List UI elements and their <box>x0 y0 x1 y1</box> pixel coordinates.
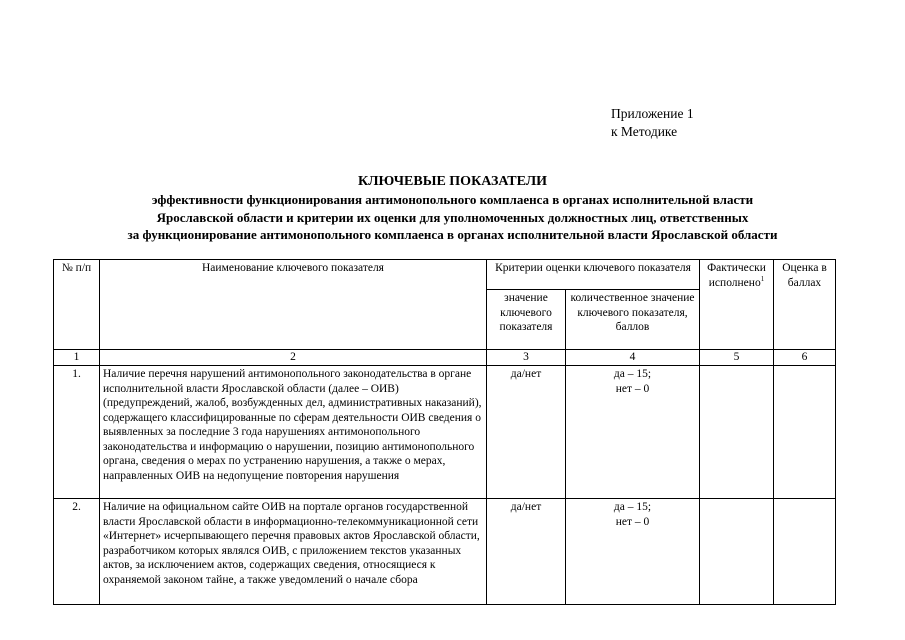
title-main: КЛЮЧЕВЫЕ ПОКАЗАТЕЛИ <box>357 174 548 189</box>
header-score: Оценка в баллах <box>774 260 836 350</box>
actual-cell <box>700 499 774 605</box>
row-number: 2. <box>54 499 100 605</box>
indicator-value: да/нет <box>487 366 566 499</box>
column-number: 4 <box>566 350 700 366</box>
column-number: 3 <box>487 350 566 366</box>
quantity-yes: да – 15; <box>613 368 652 380</box>
header-num: № п/п <box>54 260 100 350</box>
quantity-no: нет – 0 <box>615 382 650 395</box>
actual-cell <box>700 366 774 499</box>
score-cell <box>774 366 836 499</box>
indicators-table <box>53 259 836 605</box>
indicator-quantity <box>566 366 700 499</box>
document-title <box>0 172 905 244</box>
indicator-name: Наличие перечня нарушений антимонопольного законодательства в органе исполнительной власти Ярославской области (далее – ОИВ) (предупреждений, жалоб, возбужденных дел, административных наказаний), содержащего классифицированные по сферам деятельности ОИВ сведения о выявленных за последние 3 года нарушениях антимонопольного законодательства и информацию о нарушении, позицию антимонопольного органа, сведения о мерах по устранению нарушения, а также о мерах, направленных ОИВ на недопущение повторения нарушения <box>100 366 487 499</box>
title-line-2: Ярославской области и критерии их оценки для уполномоченных должностных лиц, ответственных <box>156 209 749 225</box>
table-row <box>54 499 836 605</box>
column-number: 1 <box>54 350 100 366</box>
indicator-value: да/нет <box>487 499 566 605</box>
indicator-quantity <box>566 499 700 605</box>
score-cell <box>774 499 836 605</box>
indicator-name: Наличие на официальном сайте ОИВ на портале органов государственной власти Ярославской области в информационно-телекоммуникационной сети «Интернет» исчерпывающего перечня правовых актов Ярославской области, разработчиком которых являлся ОИВ, с приложением текстов указанных актов, за исключением актов, содержащих сведения, относящиеся к охраняемой законом тайне, а также уведомлений о начале сбора <box>100 499 487 605</box>
header-quantity: количественное значение ключевого показателя, баллов <box>566 290 700 350</box>
column-number-row <box>54 350 836 366</box>
column-number: 5 <box>700 350 774 366</box>
title-line-1: эффективности функционирования антимонопольного комплаенса в органах исполнительной власти <box>151 192 754 207</box>
appendix-line-1: Приложение 1 <box>611 106 694 121</box>
header-value: значение ключевого показателя <box>487 290 566 350</box>
table-row <box>54 366 836 499</box>
column-number: 2 <box>100 350 487 366</box>
quantity-no: нет – 0 <box>615 515 650 528</box>
header-actual <box>700 260 774 350</box>
footnote-mark: 1 <box>760 274 765 283</box>
row-number: 1. <box>54 366 100 499</box>
quantity-yes: да – 15; <box>613 501 652 513</box>
header-row-1 <box>54 260 836 290</box>
header-actual-text: Фактически исполнено <box>707 262 766 289</box>
appendix-header <box>611 105 694 141</box>
column-number: 6 <box>774 350 836 366</box>
header-criteria: Критерии оценки ключевого показателя <box>487 260 700 290</box>
header-name: Наименование ключевого показателя <box>100 260 487 350</box>
appendix-line-2: к Методике <box>611 124 678 139</box>
title-line-3: за функционирование антимонопольного комплаенса в органах исполнительной власти Ярославской области <box>127 227 778 242</box>
